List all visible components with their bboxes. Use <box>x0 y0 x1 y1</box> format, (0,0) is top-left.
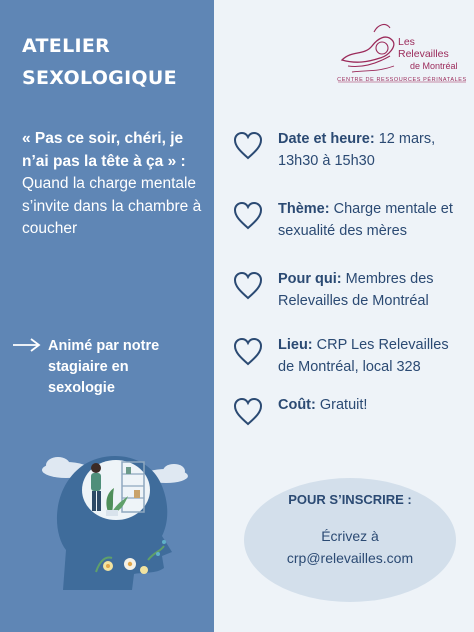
info-text-theme <box>278 198 468 242</box>
quote-text: « Pas ce soir, chéri, je n’ai pas la tête à ça » : <box>22 130 186 170</box>
info-value-location: CRP Les Relevailles de Montréal, local 328 <box>278 337 449 375</box>
event-title: ATELIER SEXOLOGIQUE <box>22 35 177 89</box>
info-label-cost: Coût: <box>278 397 316 413</box>
signup-email[interactable]: crp@relevailles.com <box>286 550 414 566</box>
info-row-location <box>232 334 468 378</box>
logo-line2: Relevailles <box>398 48 449 60</box>
info-row-audience <box>232 268 468 312</box>
info-value-date: 12 mars, 13h30 à 15h30 <box>278 131 436 169</box>
right-arrow-icon <box>12 336 48 399</box>
signup-line1: Écrivez à <box>321 528 379 544</box>
info-label-location: Lieu: <box>278 337 313 353</box>
info-row-cost <box>232 394 468 428</box>
heart-outline-icon <box>232 336 264 368</box>
heart-outline-icon <box>232 130 264 162</box>
logo-line1: Les <box>398 36 415 48</box>
info-text-audience <box>278 268 468 312</box>
info-label-audience: Pour qui: <box>278 271 342 287</box>
heart-outline-icon <box>232 200 264 232</box>
animator-text: Animé par notre stagiaire en sexologie <box>48 338 160 396</box>
info-value-cost: Gratuit! <box>319 397 368 413</box>
info-label-theme: Thème: <box>278 201 330 217</box>
animator-note <box>12 336 207 399</box>
info-row-date <box>232 128 468 172</box>
logo-line3: de Montréal <box>410 61 458 71</box>
info-text-location <box>278 334 468 378</box>
info-text-cost <box>278 394 468 428</box>
signup-heading: POUR S’INSCRIRE : <box>288 492 412 507</box>
signup-box <box>244 478 456 602</box>
heart-outline-icon <box>232 396 264 428</box>
head-illustration <box>38 440 198 590</box>
info-row-theme <box>232 198 468 242</box>
info-value-theme: Charge mentale et sexualité des mères <box>278 201 453 239</box>
logo-tagline: CENTRE DE RESSOURCES PÉRINATALES <box>337 77 467 83</box>
quote-description: Quand la charge mentale s’invite dans la chambre à coucher <box>22 175 202 237</box>
left-panel <box>0 0 214 632</box>
info-label-date: Date et heure: <box>278 131 375 147</box>
info-value-audience: Membres des Relevailles de Montréal <box>278 271 434 309</box>
heart-outline-icon <box>232 270 264 302</box>
info-text-date <box>278 128 468 172</box>
logo-name <box>398 36 468 72</box>
event-subtitle <box>22 128 207 241</box>
